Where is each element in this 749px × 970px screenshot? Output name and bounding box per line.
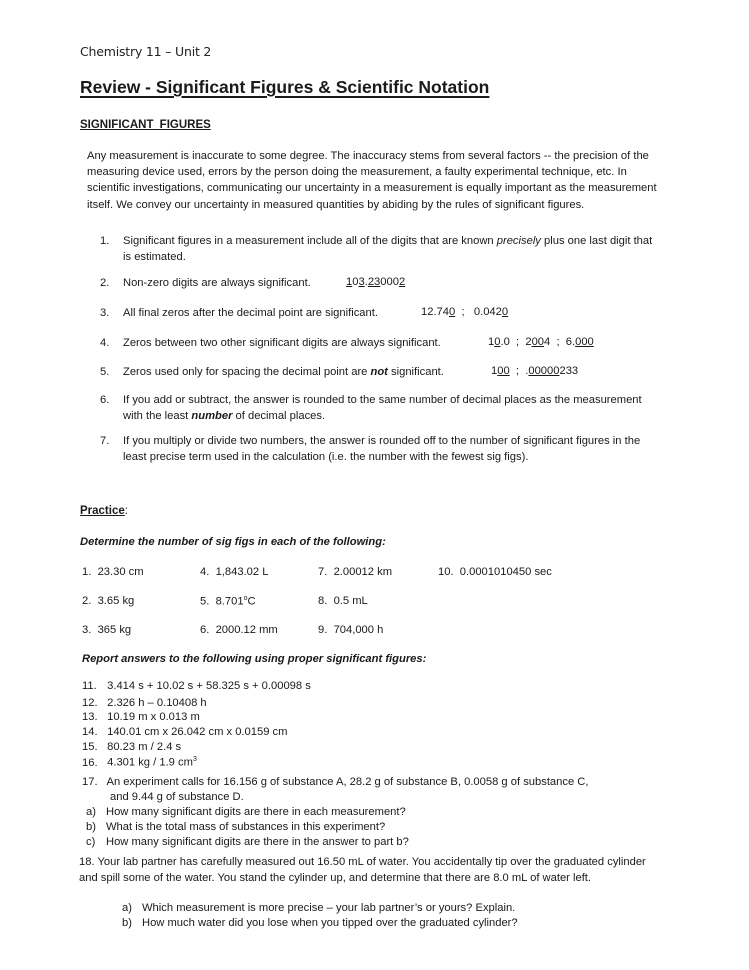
significant-digit: 0 [449, 306, 456, 318]
significant-digit: 00 [497, 365, 510, 377]
significant-digit: 00000 [528, 365, 560, 377]
rule-text: significant. [387, 366, 444, 378]
practice-label: Practice [80, 505, 125, 517]
calc-item-12: 12. 2.326 h – 0.10408 h [82, 697, 207, 709]
calc-item-11: 11. 3.414 s + 10.02 s + 58.325 s + 0.00098 s [82, 680, 311, 692]
rule-number: 1. [100, 235, 110, 247]
unit-label: Chemistry 11 – Unit 2 [80, 44, 212, 59]
rule-1 [100, 234, 655, 265]
digit: 1 [491, 365, 498, 377]
practice-colon: : [124, 505, 128, 517]
digit: .0 ; 2 [500, 336, 532, 348]
significant-digit: 1 [346, 276, 353, 288]
rule-text: Zeros used only for spacing the decimal point are [123, 366, 371, 378]
q17-number: 17. [82, 776, 98, 788]
q17-part-b: b) What is the total mass of substances in this experiment? [86, 821, 386, 833]
rule-number: 2. [100, 277, 110, 289]
rule-7 [100, 434, 655, 465]
calc-item-15: 15. 80.23 m / 2.4 s [82, 741, 182, 753]
q17-part-c: c) How many significant digits are there in the answer to part b? [86, 836, 409, 848]
rule-2-example [346, 276, 405, 288]
q18-part-b: b) How much water did you lose when you tipped over the graduated cylinder? [122, 917, 518, 929]
significant-digit: 000 [575, 336, 594, 348]
practice-heading [80, 505, 128, 517]
rule-3 [100, 306, 655, 322]
rule-text: All final zeros after the decimal point are significant. [123, 307, 378, 319]
rule-text: plus one last digit that is estimated. [123, 235, 653, 263]
sigfig-item-9: 9. 704,000 h [318, 624, 384, 636]
calc-item-13: 13. 10.19 m x 0.013 m [82, 711, 200, 723]
digit: . [364, 276, 368, 288]
significant-digit: 3 [358, 276, 365, 288]
sigfig-item-6: 6. 2000.12 mm [200, 624, 278, 636]
rule-number: 4. [100, 337, 110, 349]
instruction-report: Report answers to the following using proper significant figures: [82, 653, 427, 665]
digit: ; . [509, 365, 529, 377]
digit: 233 [559, 365, 579, 377]
calc-item-14: 14. 140.01 cm x 26.042 cm x 0.0159 cm [82, 726, 288, 738]
digit: 12.74 [421, 306, 449, 318]
digit: 1 [488, 336, 495, 348]
q18-part-a: a) Which measurement is more precise – your lab partner’s or yours? Explain. [122, 902, 516, 914]
sigfig-item-1: 1. 23.30 cm [82, 566, 144, 578]
sigfig-item-4: 4. 1,843.02 L [200, 566, 269, 578]
sigfig-item-3: 3. 365 kg [82, 624, 132, 636]
significant-digit: 2 [398, 276, 406, 288]
rule-number: 3. [100, 307, 110, 319]
sigfig-item-2: 2. 3.65 kg [82, 595, 135, 607]
rule-number: 7. [100, 435, 110, 447]
significant-digit: 00 [531, 336, 545, 348]
instruction-sigfigs: Determine the number of sig figs in each of the following: [80, 536, 386, 548]
sigfig-item-7: 7. 2.00012 km [318, 566, 393, 578]
rule-text: of decimal places. [232, 409, 326, 422]
rule-text: If you add or subtract, the answer is rounded to the same number of decimal places as the measurement with the least [123, 394, 642, 422]
sigfig-item-10: 10. 0.0001010450 sec [438, 566, 552, 578]
rule-emphasis: not [370, 366, 388, 378]
rule-text: If you multiply or divide two numbers, the answer is rounded off to the number of significant figures in the least precise term used in the calculation (i.e. the number with the fewest sig figs). [123, 435, 641, 463]
q17-text-cont: and 9.44 g of substance D. [110, 791, 244, 803]
significant-digit: 23 [367, 276, 381, 288]
digit: 4 ; 6. [544, 336, 576, 348]
page-title: Review - Significant Figures & Scientific Notation [80, 77, 490, 97]
rule-text: Non-zero digits are always significant. [123, 277, 311, 289]
rule-emphasis: number [191, 409, 233, 422]
question-18: 18. Your lab partner has carefully measured out 16.50 mL of water. You accidentally tip over the graduated cylinder and spill some of the water. You stand the cylinder up, and determine that there are 8.0 mL of water left. [79, 856, 646, 884]
significant-digit: 0 [494, 336, 501, 348]
section-heading: SIGNIFICANT FIGURES [80, 119, 211, 131]
significant-digit: 0 [501, 306, 509, 318]
q17-part-a: a) How many significant digits are there in each measurement? [86, 806, 406, 818]
digit: 0 [352, 276, 359, 288]
digit: ; 0.042 [455, 306, 502, 318]
q17-text: An experiment calls for 16.156 g of substance A, 28.2 g of substance B, 0.0058 g of substance C, [106, 776, 589, 788]
digit: 000 [380, 276, 399, 288]
rule-4-example [488, 336, 594, 348]
rule-5-example [491, 365, 578, 377]
rule-number: 5. [100, 366, 110, 378]
rule-6 [100, 393, 655, 424]
question-17 [82, 775, 662, 805]
intro-paragraph: Any measurement is inaccurate to some degree. The inaccuracy stems from several factors -- the precision of the measuring device used, errors by the person doing the measurement, a faulty experimental technique, etc. In scientific investigations, communicating our uncertainty in a measurement is equally important as the measurement itself. We convey our uncertainty in measured quantities by abiding by the rules of significant figures. [87, 150, 657, 211]
rule-text: Zeros between two other significant digits are always significant. [123, 337, 441, 349]
sigfig-item-5: 5. 8.701$^o$C [200, 595, 256, 608]
rule-text: Significant figures in a measurement include all of the digits that are known [123, 235, 497, 247]
rule-number: 6. [100, 394, 110, 406]
rule-3-example [421, 306, 508, 318]
calc-item-16: 16. 4.301 kg / 1.9 $cm^3$ [82, 756, 197, 769]
rule-emphasis: precisely [496, 235, 541, 247]
sigfig-item-8: 8. 0.5 mL [318, 595, 368, 607]
